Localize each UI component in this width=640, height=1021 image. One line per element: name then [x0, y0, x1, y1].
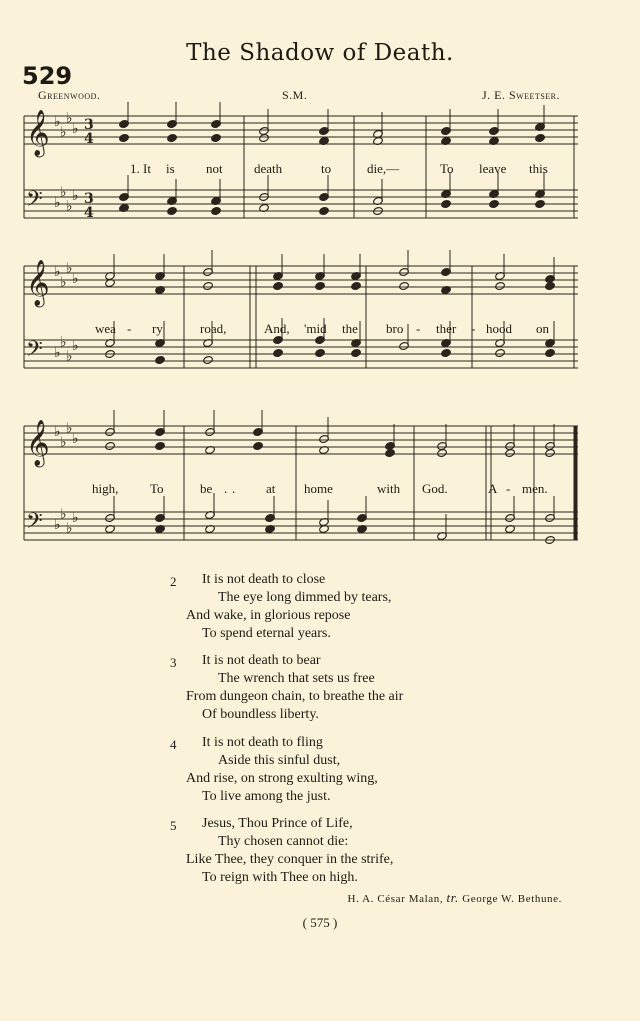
- flat-icon: ♭: [66, 110, 73, 127]
- treble-staff: [24, 266, 578, 294]
- flat-icon: ♭: [72, 431, 79, 447]
- lyric-syllable: road,: [200, 321, 227, 336]
- lyric-syllable: to: [321, 161, 332, 176]
- lyric-syllable: home: [304, 481, 333, 496]
- verse-line: Of boundless liberty.: [202, 707, 319, 722]
- bass-staff: [24, 340, 578, 368]
- lyric-syllable: be: [200, 481, 213, 496]
- meter: S.M.: [282, 88, 308, 102]
- flat-icon: ♭: [66, 520, 73, 537]
- verse-line: To spend eternal years.: [202, 626, 331, 641]
- treble-clef-icon: 𝄞: [26, 260, 50, 306]
- lyric-syllable: .: [224, 481, 228, 496]
- lyric-syllable: ry: [152, 321, 163, 336]
- verse-line: To live among the just.: [202, 789, 331, 804]
- verse-line: And wake, in glorious repose: [186, 608, 351, 623]
- lyric-syllable: ther: [436, 321, 457, 336]
- verse-line: Like Thee, they conquer in the strife,: [186, 852, 394, 867]
- lyric-syllable: high,: [92, 481, 119, 496]
- note-head: [505, 448, 516, 457]
- note-head: [495, 281, 506, 290]
- flat-icon: ♭: [72, 338, 79, 354]
- flat-icon: ♭: [66, 348, 73, 365]
- flat-icon: ♭: [72, 271, 79, 287]
- lyric-syllable: on: [536, 321, 549, 336]
- lyric-syllable: -: [506, 481, 511, 496]
- music-system-3: [24, 422, 578, 562]
- page-number: ( 575 ): [302, 915, 338, 930]
- note-head: [437, 448, 448, 457]
- treble-clef-icon: 𝄞: [26, 420, 50, 466]
- verse-number: 2: [170, 574, 177, 589]
- lyric-syllable: this: [529, 161, 548, 176]
- flat-icon: ♭: [72, 188, 79, 204]
- lyrics-line-3: [24, 481, 578, 499]
- note-head: [203, 281, 214, 290]
- flat-icon: ♭: [72, 510, 79, 526]
- verse-line: Jesus, Thou Prince of Life,: [202, 816, 353, 831]
- bass-clef-icon: 𝄢: [26, 187, 43, 217]
- note-head: [167, 206, 178, 215]
- author: H. A. César Malan,: [347, 893, 444, 905]
- music-system-2: [24, 262, 578, 392]
- verse-number: 3: [170, 655, 177, 670]
- lyric-syllable: To: [440, 161, 454, 176]
- note-head: [253, 441, 264, 450]
- note-head: [545, 281, 556, 290]
- verse-line: It is not death to fling: [202, 735, 323, 750]
- verse-line: It is not death to bear: [202, 653, 321, 668]
- lyric-syllable: 'mid: [304, 321, 327, 336]
- note-head: [441, 348, 452, 357]
- lyric-syllable: God.: [422, 481, 448, 496]
- hymn-title: The Shadow of Death.: [186, 40, 454, 66]
- flat-icon: ♭: [60, 124, 67, 141]
- time-signature: 3: [84, 191, 94, 207]
- lyric-syllable: the: [342, 321, 358, 336]
- note-head: [441, 199, 452, 208]
- music-system-1: [24, 110, 578, 240]
- flat-icon: ♭: [66, 198, 73, 215]
- translator: George W. Bethune.: [462, 893, 562, 905]
- bass-clef-icon: 𝄢: [26, 509, 43, 539]
- lyric-syllable: -: [127, 321, 132, 336]
- flat-icon: ♭: [54, 345, 61, 361]
- lyric-syllable: not: [206, 161, 223, 176]
- lyric-syllable: death: [254, 161, 283, 176]
- note-head: [273, 281, 284, 290]
- note-head: [155, 441, 166, 450]
- flat-icon: ♭: [54, 195, 61, 211]
- lyric-syllable: 1. It: [130, 161, 151, 176]
- flat-icon: ♭: [54, 264, 61, 280]
- note-head: [495, 348, 506, 357]
- flat-icon: ♭: [60, 184, 67, 201]
- flat-icon: ♭: [66, 260, 73, 277]
- lyric-syllable: die,—: [367, 161, 400, 176]
- note-head: [315, 348, 326, 357]
- translated-by: tr.: [446, 890, 459, 905]
- tune-name: Greenwood.: [38, 88, 101, 102]
- note-head: [385, 448, 396, 457]
- lyric-syllable: bro: [386, 321, 404, 336]
- lyric-syllable: wea: [95, 321, 116, 336]
- time-signature: 4: [84, 131, 94, 147]
- note-head: [155, 355, 166, 364]
- verse-number: 4: [170, 737, 177, 752]
- note-head: [167, 133, 178, 142]
- flat-icon: ♭: [54, 424, 61, 440]
- lyric-syllable: A: [488, 481, 498, 496]
- lyric-syllable: men.: [522, 481, 548, 496]
- lyric-syllable: .: [232, 481, 236, 496]
- lyric-syllable: -: [416, 321, 421, 336]
- flat-icon: ♭: [60, 434, 67, 451]
- lyric-syllable: And,: [264, 321, 290, 336]
- lyric-syllable: at: [266, 481, 276, 496]
- note-head: [315, 281, 326, 290]
- verse-number: 5: [170, 818, 177, 833]
- note-head: [535, 199, 546, 208]
- note-head: [203, 355, 214, 364]
- time-signature: 3: [84, 117, 94, 133]
- lyrics-line-2: [24, 321, 578, 339]
- flat-icon: ♭: [54, 114, 61, 130]
- note-head: [399, 281, 410, 290]
- note-head: [319, 206, 330, 215]
- note-head: [273, 348, 284, 357]
- lyric-syllable: leave: [479, 161, 507, 176]
- note-head: [535, 133, 546, 142]
- lyric-syllable: hood: [486, 321, 512, 336]
- author-credit: [347, 890, 562, 906]
- lyric-syllable: -: [471, 321, 476, 336]
- verse-line: It is not death to close: [202, 572, 326, 587]
- note-head: [211, 133, 222, 142]
- hymn-number: 529: [22, 62, 73, 90]
- flat-icon: ♭: [66, 420, 73, 437]
- flat-icon: ♭: [54, 517, 61, 533]
- bass-clef-icon: 𝄢: [26, 337, 43, 367]
- composer: J. E. Sweetser.: [481, 88, 560, 102]
- lyric-syllable: is: [166, 161, 175, 176]
- note-head: [351, 348, 362, 357]
- note-head: [489, 199, 500, 208]
- flat-icon: ♭: [60, 506, 67, 523]
- treble-clef-icon: 𝄞: [26, 110, 50, 156]
- flat-icon: ♭: [60, 334, 67, 351]
- verse-line: To reign with Thee on high.: [202, 870, 358, 885]
- verse-line: Thy chosen cannot die:: [218, 834, 349, 849]
- note-head: [545, 448, 556, 457]
- verse-line: Aside this sinful dust,: [218, 753, 341, 768]
- flat-icon: ♭: [60, 274, 67, 291]
- note-head: [105, 441, 116, 450]
- note-head: [351, 281, 362, 290]
- lyrics-line-1: [24, 161, 578, 179]
- note-head: [119, 133, 130, 142]
- flat-icon: ♭: [72, 121, 79, 137]
- lyric-syllable: with: [377, 481, 401, 496]
- time-signature: 4: [84, 205, 94, 221]
- verse-line: The eye long dimmed by tears,: [218, 590, 392, 605]
- verse-line: The wrench that sets us free: [218, 671, 375, 686]
- verse-line: And rise, on strong exulting wing,: [186, 771, 378, 786]
- note-head: [545, 348, 556, 357]
- note-head: [211, 206, 222, 215]
- note-head: [259, 133, 270, 142]
- verse-line: From dungeon chain, to breathe the air: [186, 689, 404, 704]
- lyric-syllable: To: [150, 481, 164, 496]
